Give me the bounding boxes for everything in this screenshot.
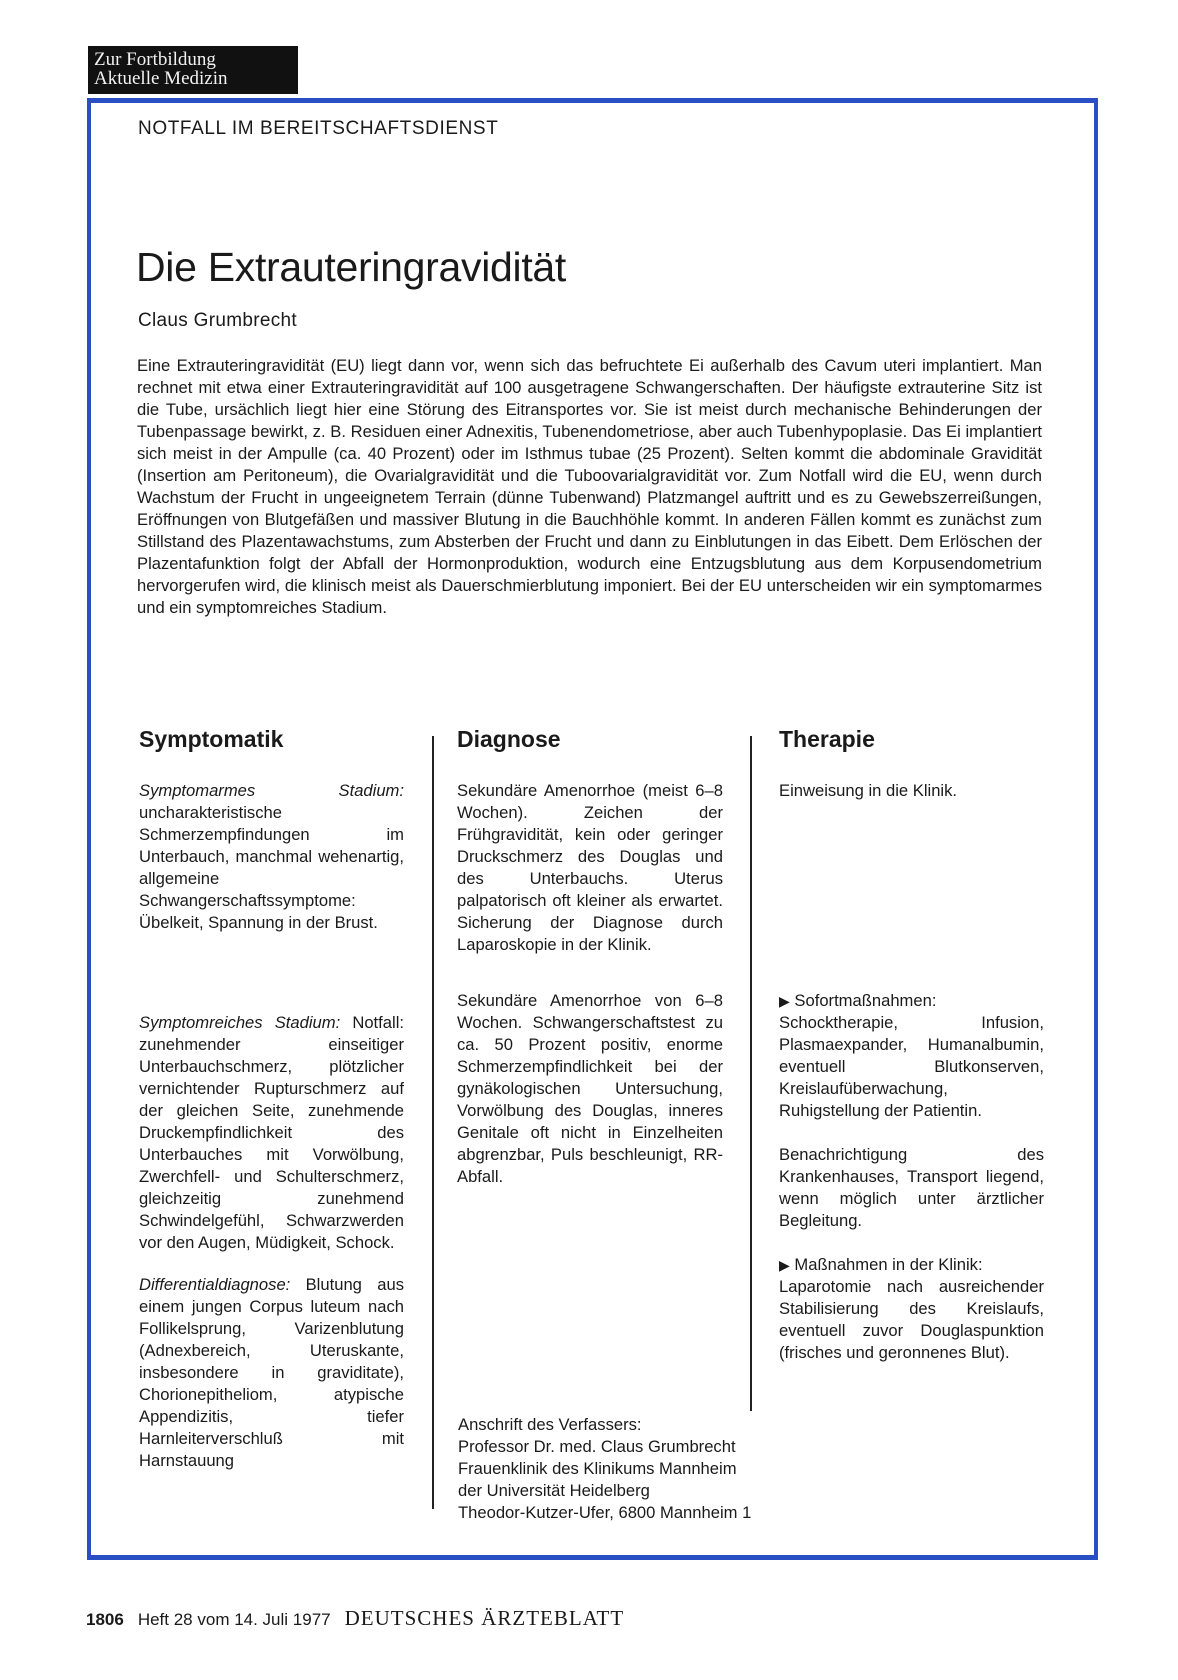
author-address xyxy=(458,1414,751,1524)
article-author: Claus Grumbrecht xyxy=(138,310,297,331)
symptomreiches-label: Symptomreiches Stadium: xyxy=(139,1013,341,1032)
klinik-massnahmen-paragraph xyxy=(779,1254,1044,1364)
therapie-column xyxy=(779,728,1044,1364)
address-line-2: Professor Dr. med. Claus Grumbrecht xyxy=(458,1437,736,1456)
article-title: Die Extrauteringravidität xyxy=(136,244,567,290)
symptomreiches-paragraph xyxy=(139,1012,404,1254)
differentialdiagnose-label: Differentialdiagnose: xyxy=(139,1275,291,1294)
address-line-4: der Universität Heidelberg xyxy=(458,1481,650,1500)
symptomreiches-text: Notfall: zunehmender einseitiger Unterbauchschmerz, plötzlicher vernichtender Rupturschmerz auf der gleichen Seite, zunehmende Druckempfindlichkeit des Unterbauches mit Vorwölbung, Zwerchfell- und Schulterschmerz, gleichzeitig zunehmend Schwindelgefühl, Schwarzwerden vor den Augen, Müdigkeit, Schock. xyxy=(139,1013,404,1252)
column-divider-2 xyxy=(750,736,752,1411)
sofortmassnahmen-label: Sofortmaßnahmen: xyxy=(794,991,937,1010)
page-footer xyxy=(86,1606,624,1631)
symptomatik-column xyxy=(139,728,404,1472)
therapie-heading: Therapie xyxy=(779,726,875,752)
journal-name: DEUTSCHES ÄRZTEBLATT xyxy=(344,1606,625,1630)
triangle-right-icon: ▶ xyxy=(779,993,790,1009)
address-line-3: Frauenklinik des Klinikums Mannheim xyxy=(458,1459,737,1478)
differentialdiagnose-text: Blutung aus einem jungen Corpus luteum nach Follikelsprung, Varizenblutung (Adnexbereich, Uteruskante, insbesondere in graviditate), Chorionepitheliom, atypische Appendizitis, tiefer Harnleiterverschluß mit Harnstauung xyxy=(139,1275,404,1470)
benachrichtigung-paragraph: Benachrichtigung des Krankenhauses, Transport liegend, wenn möglich unter ärztlicher Begleitung. xyxy=(779,1145,1044,1230)
triangle-right-icon: ▶ xyxy=(779,1257,790,1273)
klinik-massnahmen-label: Maßnahmen in der Klinik: xyxy=(794,1255,983,1274)
badge-line-2: Aktuelle Medizin xyxy=(94,68,228,89)
section-badge xyxy=(88,46,298,94)
address-line-5: Theodor-Kutzer-Ufer, 6800 Mannheim 1 xyxy=(458,1503,752,1522)
diagnose-paragraph-1: Sekundäre Amenorrhoe (meist 6–8 Wochen). Zeichen der Frühgravidität, kein oder geringer Druckschmerz des Douglas und des Unterbauchs. Uterus palpatorisch oft kleiner als erwartet. Sicherung der Diagnose durch Laparoskopie in der Klinik. xyxy=(457,781,723,954)
badge-line-1: Zur Fortbildung xyxy=(94,49,216,70)
symptomarmes-paragraph xyxy=(139,780,404,934)
diagnose-heading: Diagnose xyxy=(457,726,561,752)
symptomarmes-label: Symptomarmes Stadium: xyxy=(139,781,404,800)
diagnose-column xyxy=(457,728,723,1188)
section-label: NOTFALL IM BEREITSCHAFTSDIENST xyxy=(138,118,499,139)
page-number: 1806 xyxy=(86,1610,124,1629)
column-divider-1 xyxy=(432,736,434,1509)
intro-paragraph: Eine Extrauteringravidität (EU) liegt dann vor, wenn sich das befruchtete Ei außerhalb des Cavum uteri implantiert. Man rechnet mit etwa einer Extrauteringravidität auf 100 ausgetragene Schwangerschaften. Der häufigste extrauterine Sitz ist die Tube, ursächlich liegt hier eine Störung des Eitransportes vor. Sie ist meist durch mechanische Behinderungen der Tubenpassage bewirkt, z. B. Residuen einer Adnexitis, Tubenendometriose, aber auch Tubenhypoplasie. Das Ei implantiert sich meist in der Ampulle (ca. 40 Prozent) oder im Isthmus tubae (25 Prozent). Selten kommt die abdominale Gravidität (Insertion am Peritoneum), die Ovarialgravidität und die Tuboovarialgravidität vor. Zum Notfall wird die EU, wenn durch Wachstum der Frucht in ungeeignetem Terrain (dünne Tubenwand) Platzmangel auftritt und es zu Gewebszerreißungen, Eröffnungen von Blutgefäßen und massiver Blutung in die Bauchhöhle kommt. In anderen Fällen kommt es zunächst zum Stillstand des Plazentawachstums, zum Absterben der Frucht und dann zu Einblutungen in das Eibett. Dem Erlöschen der Plazentafunktion folgt der Abfall der Hormonproduktion, wodurch eine Entzugsblutung aus dem Korpusendometrium hervorgerufen wird, die klinisch meist als Dauerschmierblutung imponiert. Bei der EU unterscheiden wir ein symptomarmes und ein symptomreiches Stadium. xyxy=(137,356,1042,617)
sofortmassnahmen-paragraph xyxy=(779,990,1044,1122)
diagnose-paragraph-2: Sekundäre Amenorrhoe von 6–8 Wochen. Schwangerschaftstest zu ca. 50 Prozent positiv, enorme Schmerzempfindlichkeit bei der gynäkologischen Untersuchung, Vorwölbung des Douglas, inneres Genitale oft nicht in Einzelheiten abgrenzbar, Puls beschleunigt, RR-Abfall. xyxy=(457,991,723,1186)
sofortmassnahmen-text: Schocktherapie, Infusion, Plasmaexpander, Humanalbumin, eventuell Blutkonserven, Kreislaufüberwachung, Ruhigstellung der Patientin. xyxy=(779,1013,1044,1120)
differentialdiagnose-paragraph xyxy=(139,1274,404,1472)
address-line-1: Anschrift des Verfassers: xyxy=(458,1415,642,1434)
therapie-paragraph-1: Einweisung in die Klinik. xyxy=(779,781,958,800)
issue-info: Heft 28 vom 14. Juli 1977 xyxy=(137,1610,331,1629)
symptomarmes-text: uncharakteristische Schmerzempfindungen im Unterbauch, manchmal wehenartig, allgemeine Schwangerschaftssymptome: Übelkeit, Spannung in der Brust. xyxy=(139,803,404,932)
symptomatik-heading: Symptomatik xyxy=(139,726,284,752)
klinik-massnahmen-text: Laparotomie nach ausreichender Stabilisierung des Kreislaufs, eventuell zuvor Douglaspunktion (frisches und geronnenes Blut). xyxy=(779,1277,1044,1362)
